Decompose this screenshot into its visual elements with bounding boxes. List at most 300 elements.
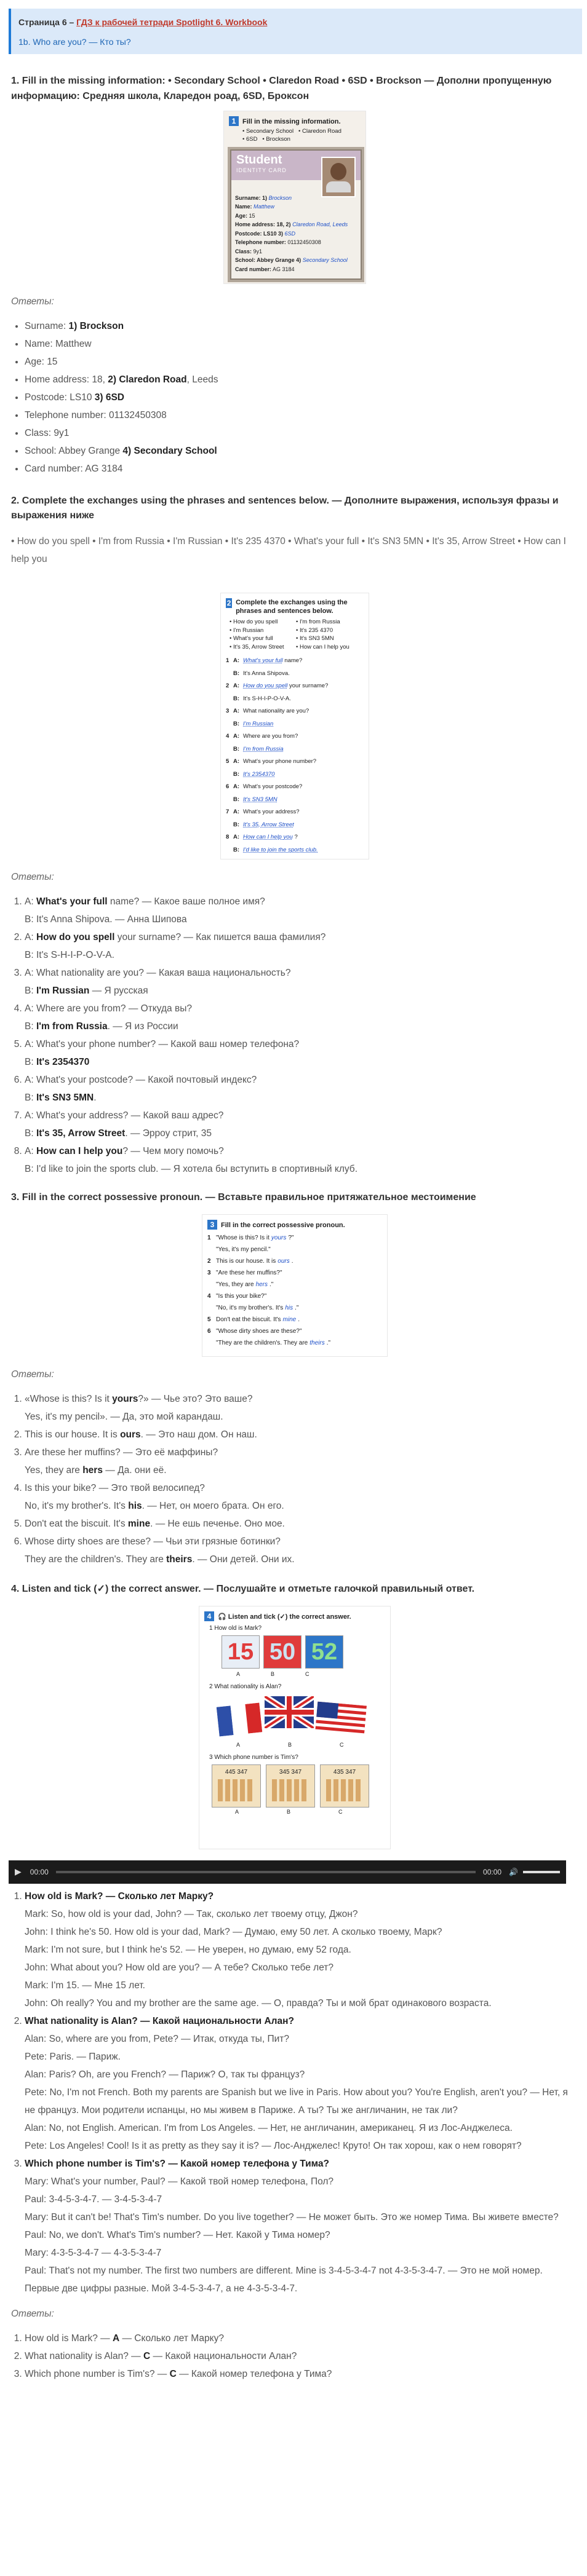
answer-item <box>25 893 578 928</box>
exchange-line <box>226 794 364 807</box>
answer-item <box>25 460 578 478</box>
transcript-line: Mark: So, how old is your dad, John? — Так, сколько лет твоему отцу, Джон? <box>25 1908 358 1919</box>
text: B: <box>25 1128 36 1139</box>
text: Which phone number is Tim's? — <box>25 2368 170 2379</box>
ex4-title: 4. Listen and tick (✓) the correct answer. — Послушайте и отметьте галочкой правильный ответ. <box>11 1583 475 1594</box>
text: Surname: <box>25 320 69 331</box>
ex1-option: • Secondary School <box>242 127 294 135</box>
exchange-line <box>226 743 364 756</box>
headphones-icon: 🎧 <box>218 1613 228 1621</box>
line-text: It's Anna Shipova. <box>243 670 290 677</box>
text: B: <box>25 986 36 997</box>
bold-answer: his <box>128 1500 142 1511</box>
line-number: 8 <box>226 834 230 841</box>
line-a <box>25 1071 578 1089</box>
exchange-line <box>226 680 364 693</box>
volume-icon[interactable]: 🔊 <box>509 1867 518 1876</box>
transcript-line: Mark: I'm 15. — Мне 15 лет. <box>25 1980 145 1991</box>
text: — Да. они её. <box>102 1464 167 1476</box>
answer-item <box>25 1107 578 1142</box>
us-flag-icon <box>315 1701 367 1736</box>
text: . — Это наш дом. Он наш. <box>140 1429 257 1440</box>
line-text: What nationality are you? <box>243 708 309 715</box>
ex3-image-heading: Fill in the correct possessive pronoun. <box>221 1221 345 1229</box>
text: A: <box>25 932 36 943</box>
text: Age: 15 <box>25 356 58 367</box>
exchange-line <box>226 730 364 743</box>
ex2-answer-list <box>11 893 578 1178</box>
text: School: Abbey Grange <box>25 445 123 456</box>
line-text: "Yes, they are <box>216 1281 254 1288</box>
line-a <box>25 1390 578 1408</box>
bold-answer: 4) Secondary School <box>122 445 217 456</box>
line-number: 1 <box>207 1234 211 1241</box>
ex3-answer-list <box>11 1390 578 1568</box>
text: Home address: 18, <box>25 374 108 385</box>
ex4-image: 4 🎧 Listen and tick (✓) the correct answer. 1 How old is Mark? 15 50 52 A B C 2 What nationality is Alan? A B C 3 Which phone number is Tim's? 445 347 345 347 435 347 A B C <box>199 1606 391 1849</box>
speaker: A: <box>233 783 240 791</box>
ex1-answers-label: Ответы: <box>11 296 54 307</box>
text: No, it's my brother's. It's <box>25 1500 129 1511</box>
bold-answer: 2) Claredon Road <box>108 374 187 385</box>
line-text: "They are the children's. They are <box>216 1339 308 1346</box>
text: , Leeds <box>186 374 218 385</box>
answer-item <box>25 1426 578 1444</box>
bold-answer: It's 35, Arrow Street <box>36 1128 126 1139</box>
bold-answer: How can I help you <box>36 1146 123 1157</box>
card-row: Class: 9y1 <box>235 248 263 255</box>
volume-slider[interactable] <box>523 1871 560 1873</box>
line-b <box>25 946 578 964</box>
answer-item <box>25 371 578 389</box>
line-text: Don't eat the biscuit. It's <box>216 1316 281 1323</box>
bold-answer: 1) Brockson <box>68 320 124 331</box>
answer-item <box>25 1000 578 1035</box>
text: Postcode: LS10 <box>25 392 95 403</box>
ex3-number-badge: 3 <box>207 1220 217 1230</box>
text: Don't eat the biscuit. It's <box>25 1518 128 1529</box>
line-number: 2 <box>207 1257 211 1265</box>
card-row: Home address: 18, 2) Claredon Road, Leeds <box>235 221 348 228</box>
ex1-image-heading: Fill in the missing information. <box>242 117 341 125</box>
line-tail: . <box>291 1257 294 1265</box>
exchange-line <box>226 705 364 718</box>
line-number: 7 <box>226 808 230 816</box>
answer-item <box>25 1444 578 1479</box>
card-row: Name: Matthew <box>235 203 275 210</box>
exchange-line <box>226 768 364 781</box>
text: A: What's your postcode? — Какой почтовый индекс? <box>25 1075 257 1086</box>
ex2-option: • I'm Russian <box>230 626 264 634</box>
line-tail: . <box>298 1316 300 1323</box>
line-text: What's your postcode? <box>243 783 303 791</box>
sentence-line <box>207 1244 382 1255</box>
text: How old is Mark? — <box>25 2333 113 2344</box>
sentence-line <box>207 1314 382 1326</box>
text: ?» — Чье это? Это ваше? <box>138 1393 253 1404</box>
line-number: 3 <box>226 708 230 715</box>
ex4-transcripts <box>11 1887 578 2297</box>
ex2-option: • What's your full <box>230 635 273 642</box>
phone-options <box>199 1761 390 1808</box>
ex2-option: • It's 35, Arrow Street <box>230 643 284 650</box>
transcript-item <box>25 1887 578 2012</box>
sentence-line <box>207 1255 382 1267</box>
line-a <box>25 1107 578 1124</box>
text: Card number: AG 3184 <box>25 463 123 474</box>
ex2-option-text: How do you spell <box>233 618 278 626</box>
speaker: A: <box>233 682 240 690</box>
bold-answer: theirs <box>166 1554 193 1565</box>
transcript-line: Alan: No, not English. American. I'm from Los Angeles. — Нет, не англичанин, американец. Я из Лос-Анджелеса. <box>25 2122 513 2133</box>
sentence-line <box>207 1232 382 1244</box>
bold-answer: C <box>169 2368 177 2379</box>
line-text: It's SN3 5MN <box>243 796 278 803</box>
sentence-line <box>207 1326 382 1337</box>
answer-item <box>25 1071 578 1107</box>
id-card <box>230 149 362 280</box>
bold-answer: What's your full <box>36 896 108 907</box>
line-text: How do you spell <box>243 682 288 690</box>
age-option-a: 15 <box>222 1635 260 1669</box>
card-row: Surname: 1) Brockson <box>235 194 292 201</box>
transcript-line: John: Oh really? You and my brother are the same age. — О, правда? Ты и мой брат одинакового возраста. <box>25 1997 492 2009</box>
line-text: "Yes, it's my pencil." <box>216 1246 271 1253</box>
line-number: 6 <box>226 783 230 791</box>
sentence-line <box>207 1337 382 1349</box>
line-a <box>25 1444 578 1461</box>
text: B: <box>25 1021 36 1032</box>
bold-answer: mine <box>127 1518 151 1529</box>
ex4-image-heading: Listen and tick (✓) the correct answer. <box>228 1613 351 1621</box>
workbook-link[interactable]: ГДЗ к рабочей тетради Spotlight 6. Workbook <box>76 17 268 27</box>
text: — Какой национальности Алан? <box>150 2350 297 2361</box>
line-number: 5 <box>207 1316 211 1323</box>
ex2-option-text: How can I help you <box>299 643 349 650</box>
transcript-line: John: I think he's 50. How old is your dad, Mark? — Думаю, ему 50 лет. А сколько твоему, Марк? <box>25 1926 442 1937</box>
transcript-line: Mary: But it can't be! That's Tim's number. Do you live together? — Не может быть. Это же номер Тима. Вы живете вместе? <box>25 2211 559 2222</box>
line-text: How can I help you <box>243 834 293 841</box>
audio-progress-bar[interactable] <box>56 1871 476 1873</box>
answer-item <box>25 1479 578 1515</box>
line-tail: ?" <box>288 1234 294 1241</box>
line-text: I'm Russian <box>243 720 274 727</box>
speaker: A: <box>233 834 240 841</box>
line-a <box>25 964 578 982</box>
ex4-q3: Which phone number is Tim's? <box>214 1753 298 1761</box>
line-a <box>25 893 578 911</box>
ex4-answer-list <box>11 2329 578 2383</box>
line-b <box>25 1124 578 1142</box>
ex3-image <box>202 1214 388 1357</box>
text: Class: 9y1 <box>25 427 70 438</box>
card-row: Postcode: LS10 3) 6SD <box>235 230 296 237</box>
line-a <box>25 928 578 946</box>
text: B: <box>25 1092 36 1104</box>
line-tail: ." <box>295 1304 299 1311</box>
transcript-title: 3. Which phone number is Tim's? — Какой номер телефона у Тима? <box>25 2158 330 2169</box>
line-number: 1 <box>226 657 230 665</box>
answer-item <box>25 2365 578 2383</box>
ex2-answers-label: Ответы: <box>11 872 54 883</box>
ex2-option-text: I'm from Russia <box>299 618 340 626</box>
ex2-image <box>220 593 369 859</box>
student-photo <box>321 157 356 197</box>
line-a <box>25 1426 578 1444</box>
bold-answer: yours <box>112 1393 138 1404</box>
ex2-option: • I'm from Russia <box>296 618 340 626</box>
ex2-option: • It's SN3 5MN <box>296 635 334 642</box>
exchange-line <box>226 668 364 681</box>
transcript-line: Mary: 4-3-5-3-4-7 — 4-3-5-3-4-7 <box>25 2247 162 2258</box>
answer-item <box>25 1142 578 1178</box>
exchange-line <box>226 781 364 794</box>
transcript-line: Paul: That's not my number. The first two numbers are different. Mine is 3-4-5-3-4-7 not 4-3-5-3-4-7. — Это не мой номер. Первые две цифры разные. Мой 3-4-5-3-4-7, а не 4-3-5-3-4-7. <box>25 2265 543 2294</box>
answer-item <box>25 353 578 371</box>
answer-item <box>25 424 578 442</box>
ex1-option: • Brockson <box>262 135 290 143</box>
speaker: A: <box>233 758 240 765</box>
ex1-option-list <box>224 126 365 143</box>
card-title: Student <box>236 152 282 167</box>
line-text: What's your full <box>243 657 283 665</box>
line-b <box>25 1551 578 1568</box>
line-a <box>25 1479 578 1497</box>
text: This is our house. It is <box>25 1429 121 1440</box>
text: A: <box>25 896 36 907</box>
line-b <box>25 1160 578 1178</box>
speaker: B: <box>233 695 240 702</box>
speaker: A: <box>233 708 240 715</box>
text: Are these her muffins? — Это её маффины? <box>25 1447 218 1458</box>
ex3-sentences <box>202 1230 387 1349</box>
audio-player[interactable] <box>9 1860 566 1884</box>
phone-option-b: 345 347 <box>266 1764 315 1808</box>
text: ? — Чем могу помочь? <box>122 1146 224 1157</box>
text: . <box>94 1092 97 1104</box>
line-text: "Are these her muffins?" <box>216 1269 282 1276</box>
transcript-line: Alan: Paris? Oh, are you French? — Париж? О, так ты француз? <box>25 2069 305 2080</box>
ex1-option: • Claredon Road <box>298 127 341 135</box>
ex2-exchanges <box>221 651 369 856</box>
speaker: A: <box>233 657 240 665</box>
audio-duration: 00:00 <box>483 1867 502 1876</box>
speaker: B: <box>233 770 240 778</box>
line-text: It's S-H-I-P-O-V-A. <box>243 695 291 702</box>
handwritten-answer: theirs <box>309 1339 325 1346</box>
ex2-option: • How can I help you <box>296 643 349 650</box>
answer-item <box>25 335 578 353</box>
ex2-option-list <box>221 615 369 651</box>
exchange-line <box>226 718 364 731</box>
card-row: Age: 15 <box>235 212 255 219</box>
answer-item <box>25 1035 578 1071</box>
answer-item <box>25 317 578 335</box>
handwritten-answer: his <box>285 1304 294 1311</box>
text: Yes, they are <box>25 1464 83 1476</box>
exchange-line <box>226 819 364 832</box>
bold-answer: A <box>112 2333 120 2344</box>
ex2-option: • It's 235 4370 <box>296 626 333 634</box>
line-text: "No, it's my brother's. It's <box>216 1304 284 1311</box>
line-text: I'm from Russia <box>243 745 284 753</box>
sentence-line <box>207 1302 382 1314</box>
flag-options <box>218 1693 390 1742</box>
french-flag-icon <box>217 1702 263 1736</box>
line-b <box>25 911 578 928</box>
line-tail: ." <box>270 1281 274 1288</box>
transcript-line: Mark: I'm not sure, but I think he's 52. — Не уверен, но думаю, ему 52 года. <box>25 1944 351 1955</box>
text: A: What's your address? — Какой ваш адрес? <box>25 1110 224 1121</box>
text: . — Эрроу стрит, 35 <box>125 1128 212 1139</box>
ex2-title: 2. Complete the exchanges using the phrases and sentences below. — Дополните выражения, используя фразы и выражения ниже <box>11 495 559 521</box>
ex2-option: • How do you spell <box>230 618 278 626</box>
answer-item <box>25 389 578 406</box>
sentence-line <box>207 1279 382 1290</box>
line-text: What's your phone number? <box>243 758 317 765</box>
age-option-c: 52 <box>305 1635 343 1669</box>
card-subtitle: IDENTITY CARD <box>236 167 287 173</box>
bold-answer: hers <box>82 1464 103 1476</box>
ex2-number-badge: 2 <box>226 599 231 608</box>
line-text: Where are you from? <box>243 733 298 740</box>
handwritten-answer: ours <box>278 1257 290 1265</box>
ex2-option-text: It's 235 4370 <box>299 626 333 634</box>
ex3-title: 3. Fill in the correct possessive pronoun. — Вставьте правильное притяжательное местоимение <box>11 1192 476 1203</box>
text: A: What's your phone number? — Какой ваш номер телефона? <box>25 1039 300 1050</box>
text: Whose dirty shoes are these? — Чьи эти грязные ботинки? <box>25 1536 281 1547</box>
text: Telephone number: 01132450308 <box>25 409 167 421</box>
line-b <box>25 1089 578 1107</box>
text: B: It's S-H-I-P-O-V-A. <box>25 950 114 961</box>
speaker: B: <box>233 670 240 677</box>
text: — Сколько лет Марку? <box>119 2333 224 2344</box>
exchange-line <box>226 693 364 706</box>
line-a <box>25 1533 578 1551</box>
ex2-image-heading: Complete the exchanges using the phrases and sentences below. <box>236 599 348 615</box>
line-a <box>25 1142 578 1160</box>
text: your surname? — Как пишется ваша фамилия? <box>114 932 326 943</box>
line-number: 5 <box>226 758 230 765</box>
transcript-title: 1. How old is Mark? — Сколько лет Марку? <box>25 1891 214 1902</box>
line-b <box>25 1017 578 1035</box>
transcript-line: Alan: So, where are you from, Pete? — Итак, откуда ты, Пит? <box>25 2033 289 2044</box>
speaker: B: <box>233 846 240 853</box>
exchange-line <box>226 806 364 819</box>
exchange-line <box>226 831 364 844</box>
line-number: 4 <box>226 733 230 740</box>
text: . — Я из России <box>107 1021 178 1032</box>
bold-answer: C <box>143 2350 151 2361</box>
transcript-line: Pete: Paris. — Париж. <box>25 2051 121 2062</box>
answer-item <box>25 1515 578 1533</box>
ex3-answers-label: Ответы: <box>11 1369 54 1380</box>
speaker: B: <box>233 745 240 753</box>
line-b <box>25 982 578 1000</box>
handwritten-answer: mine <box>282 1316 297 1323</box>
line-number: 3 <box>207 1269 211 1276</box>
line-tail: ." <box>326 1339 331 1346</box>
card-row: Card number: AG 3184 <box>235 266 295 272</box>
bold-answer: How do you spell <box>36 932 115 943</box>
play-icon[interactable]: ▶ <box>15 1867 22 1877</box>
uk-flag-icon <box>265 1696 314 1728</box>
ex2-option-text: It's 35, Arrow Street <box>233 643 284 650</box>
answer-item <box>25 442 578 460</box>
text: — Какой номер телефона у Тима? <box>176 2368 332 2379</box>
page-title <box>18 17 575 27</box>
age-options <box>199 1632 390 1669</box>
transcript-line: Pete: No, I'm not French. Both my parents are Spanish but we live in Paris. How about you? You're English, aren't you? — Нет, я не француз. Мои родители испанцы, но мы живем в Париже. А ты? Ты же англичанин, не так ли? <box>25 2087 568 2116</box>
transcript-line: Mary: What's your number, Paul? — Какой твой номер телефона, Пол? <box>25 2176 334 2187</box>
line-tail: ? <box>294 834 298 841</box>
transcript-title: 2. What nationality is Alan? — Какой национальности Алан? <box>25 2015 294 2026</box>
transcript-line: John: What about you? How old are you? — А тебе? Сколько тебе лет? <box>25 1962 334 1973</box>
speaker: A: <box>233 808 240 816</box>
ex2-option-text: What's your full <box>233 635 273 642</box>
line-number: 6 <box>207 1327 211 1335</box>
text: — Я русская <box>89 986 148 997</box>
line-b <box>25 1497 578 1515</box>
text: They are the children's. They are <box>25 1554 167 1565</box>
transcript-item <box>25 2012 578 2155</box>
line-b <box>25 1461 578 1479</box>
card-row: School: Abbey Grange 4) Secondary School <box>235 257 348 264</box>
handwritten-answer: hers <box>255 1281 268 1288</box>
ex1-option: • 6SD <box>242 135 258 143</box>
ex4-q1: How old is Mark? <box>214 1624 262 1632</box>
line-text: "Whose dirty shoes are these?" <box>216 1327 302 1335</box>
ex2-option-text: I'm Russian <box>233 626 264 634</box>
ex4-answers-label: Ответы: <box>11 2308 54 2319</box>
answer-item <box>25 406 578 424</box>
speaker: B: <box>233 821 240 828</box>
sentence-line <box>207 1267 382 1279</box>
speaker: B: <box>233 796 240 803</box>
text: B: <box>25 1057 36 1068</box>
text: Name: Matthew <box>25 338 92 349</box>
sentence-line <box>207 1290 382 1302</box>
ex1-title: 1. Fill in the missing information: • Secondary School • Claredon Road • 6SD • Brockson — Дополни пропущенную информацию: Средняя школа, Кларедон роад, 6SD, Броксон <box>11 76 552 101</box>
bold-answer: I'm Russian <box>36 986 90 997</box>
text: A: What nationality are you? — Какая ваша национальность? <box>25 968 291 979</box>
ex1-image <box>223 111 366 284</box>
answer-item <box>25 2347 578 2365</box>
line-number: 4 <box>207 1292 211 1300</box>
text: . — Они детей. Они их. <box>192 1554 295 1565</box>
ex2-option-text: It's SN3 5MN <box>299 635 334 642</box>
line-a <box>25 1515 578 1533</box>
line-b <box>25 1053 578 1071</box>
ex1-number-badge: 1 <box>229 116 239 126</box>
text: . — Не ешь печенье. Оно мое. <box>150 1518 285 1529</box>
ex4-q2: What nationality is Alan? <box>214 1683 282 1690</box>
text: What nationality is Alan? — <box>25 2350 143 2361</box>
text: B: It's Anna Shipova. — Анна Шипова <box>25 914 187 925</box>
text: B: I'd like to join the sports club. — Я хотела бы вступить в спортивный клуб. <box>25 1164 357 1175</box>
transcript-line: Paul: 3-4-5-3-4-7. — 3-4-5-3-4-7 <box>25 2194 162 2205</box>
bold-answer: It's 2354370 <box>36 1057 90 1068</box>
answer-item <box>25 1533 578 1568</box>
bold-answer: It's SN3 5MN <box>36 1092 94 1104</box>
line-number: 2 <box>226 682 230 690</box>
bold-answer: ours <box>120 1429 141 1440</box>
text: . — Нет, он моего брата. Он его. <box>142 1500 284 1511</box>
answer-item <box>25 964 578 1000</box>
card-row: Telephone number: 01132450308 <box>235 239 321 246</box>
transcript-line: Paul: No, we don't. What's Tim's number? — Нет. Какой у Тима номер? <box>25 2229 330 2240</box>
transcript-item <box>25 2155 578 2297</box>
